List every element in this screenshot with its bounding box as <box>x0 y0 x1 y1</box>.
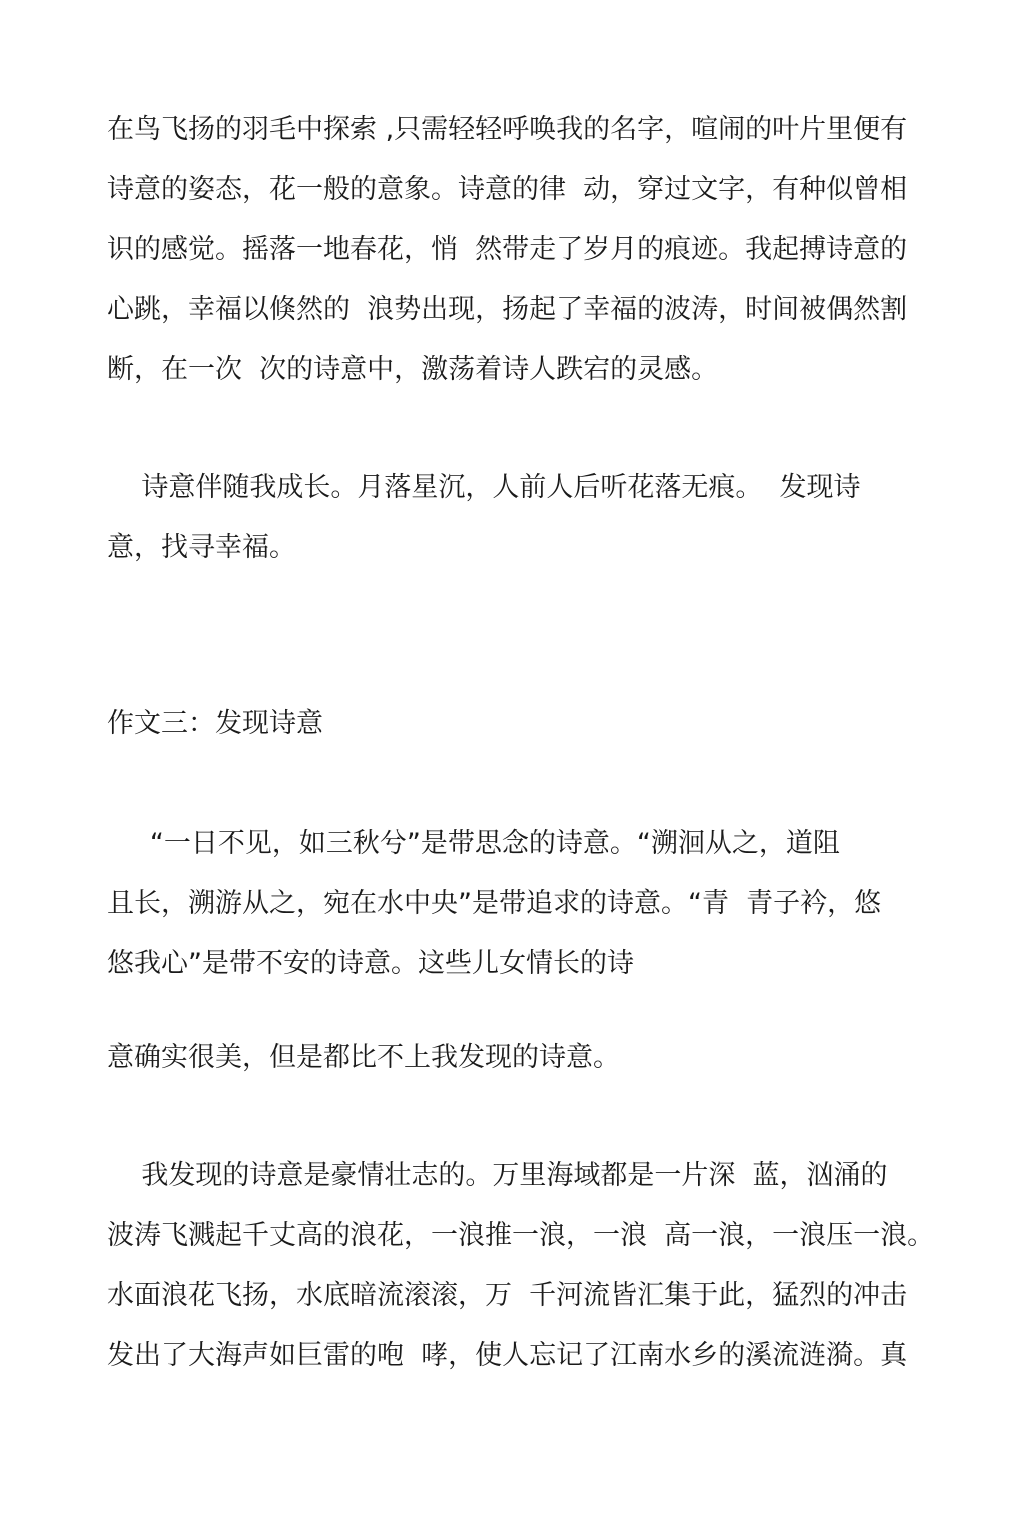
text-line: 意，找寻幸福。 <box>107 532 296 563</box>
text-line: 且长，溯游从之，宛在水中央”是带追求的诗意。“青 青子衿，悠 <box>107 888 882 919</box>
text-line: 水面浪花飞扬，水底暗流滚滚，万 千河流皆汇集于此，猛烈的冲击 <box>107 1280 908 1311</box>
text-line: 诗意的姿态，花一般的意象。诗意的律 动，穿过文字，有种似曾相 <box>107 174 908 205</box>
text-line: 意确实很美，但是都比不上我发现的诗意。 <box>107 1042 620 1073</box>
text-line: 识的感觉。摇落一地春花，悄 然带走了岁月的痕迹。我起搏诗意的 <box>107 234 908 265</box>
text-line: 发出了大海声如巨雷的咆 哮，使人忘记了江南水乡的溪流涟漪。真 <box>107 1340 908 1371</box>
text-line: 波涛飞溅起千丈高的浪花，一浪推一浪，一浪 高一浪，一浪压一浪。 <box>107 1220 935 1251</box>
section-heading: 作文三：发现诗意 <box>107 708 323 739</box>
text-line: 断，在一次 次的诗意中，激荡着诗人跌宕的灵感。 <box>107 354 719 385</box>
text-line: 我发现的诗意是豪情壮志的。万里海域都是一片深 蓝，汹涌的 <box>107 1160 888 1191</box>
text-line: 在鸟飞扬的羽毛中探索 ,只需轻轻呼唤我的名字，喧闹的叶片里便有 <box>107 114 908 145</box>
text-line: 心跳，幸福以倏然的 浪势出现，扬起了幸福的波涛，时间被偶然割 <box>107 294 908 325</box>
text-line: “一日不见，如三秋兮”是带思念的诗意。“溯洄从之，道阻 <box>107 828 840 859</box>
text-line: 诗意伴随我成长。月落星沉，人前人后听花落无痕。 发现诗 <box>107 472 861 503</box>
text-line: 悠我心”是带不安的诗意。这些儿女情长的诗 <box>107 948 634 979</box>
